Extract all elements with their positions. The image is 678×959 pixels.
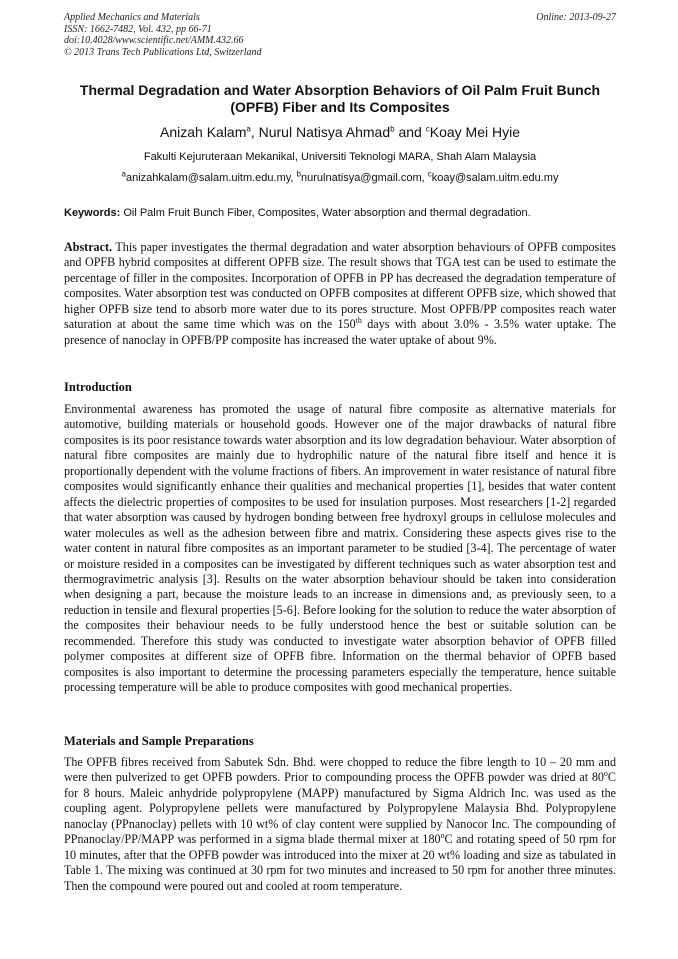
email-address[interactable]: nurulnatisya@gmail.com bbox=[301, 172, 422, 184]
email-list bbox=[64, 171, 616, 185]
author-separator: and bbox=[394, 124, 426, 140]
online-date: Online: 2013-09-27 bbox=[536, 12, 616, 23]
materials-heading: Materials and Sample Preparations bbox=[64, 734, 254, 748]
author-mark: c bbox=[425, 124, 430, 134]
journal-header bbox=[64, 12, 616, 58]
introduction-paragraph: Environmental awareness has promoted the usage of natural fibre composite as alternative materials for automotive, building materials or household goods. However one of the major drawbacks of natural fibre composites is its poor resistance towards water absorption and its low degradation behaviour. Water absorption of natural fibre composites are mainly due to hydrophilic nature of the natural fibre itself and hence it is proportionally dependent with the volume fractions of fibers. An improvement in water resistance of natural fibre composites would significantly enhance their qualities and mechanical properties [1], besides that water content affects the dielectric properties of composites to be used for insulation purposes. Most researchers [1-2] regarded that water absorption was caused by hydrogen bonding between free hydroxyl groups in cellulose molecules and water molecules as well as the adhesion between fibre and matrix. Considering these aspects gives rise to the water content in natural fibre composites as an important parameter to be studied [3-4]. The percentage of water or moisture resided in a composites can be investigated by different techniques such as water absorption test and thermogravimetric analysis [3]. Results on the water absorption behaviour should be taken into consideration when designing a part, because the moisture leads to an increase in dimensions and, as previously seen, to a reduction in tensile and flexural properties [5-6]. Before looking for the solution to reduce the water absorption of the composites their behaviour needs to be fully understood hence the best or suitable solution can be recommended. Therefore this study was conducted to investigate water absorption behavior of OPFB filled polymer composites at different size of OPFB fibre. Information on the thermal behavior of OPFB based composites is also important to determine the processing parameters especially the temperature, hence suitable processing temperature will be able to produce composites with good mechanical properties. bbox=[64, 402, 616, 695]
email-address[interactable]: anizahkalam@salam.uitm.edu.my bbox=[126, 172, 291, 184]
author-name: Koay Mei Hyie bbox=[429, 124, 520, 140]
author-name: Anizah Kalam bbox=[160, 124, 247, 140]
abstract-paragraph bbox=[64, 240, 616, 348]
keywords-label: Keywords: bbox=[64, 207, 121, 219]
degree-superscript: o bbox=[440, 831, 445, 841]
abstract-text: This paper investigates the thermal degradation and water absorption behaviours of OPFB composites and OPFB hybrid composites at different OPFB size. The result shows that TGA test can be used to estimate the percentage of filler in the composites. Incorporation of OPFB in PP has decreased the degradation temperature of composites. Water absorption test was conducted on OPFB composites at different OPFB size, which showed that higher OPFB size tend to absorb more water due to its pores structure. Most OPFB/PP composites reach water saturation at about the same time which was on the 150 bbox=[64, 240, 616, 332]
email-separator: , bbox=[290, 172, 297, 184]
materials-text-1: The OPFB fibres received from Sabutek Sdn. Bhd. were chopped to reduce the fibre length to 10 – 20 mm and were then pulverized to get OPFB powders. Prior to compounding process the OPFB powder was dried at 80 bbox=[64, 755, 616, 785]
affiliation: Fakulti Kejuruteraan Mekanikal, Universiti Teknologi MARA, Shah Alam Malaysia bbox=[143, 151, 537, 163]
abstract-label: Abstract. bbox=[64, 240, 113, 254]
author-name: Nurul Natisya Ahmad bbox=[258, 124, 391, 140]
author-list bbox=[64, 124, 616, 141]
keywords-text: Oil Palm Fruit Bunch Fiber, Composites, Water absorption and thermal degradation. bbox=[123, 207, 531, 219]
keywords bbox=[64, 206, 616, 220]
abstract-superscript: th bbox=[355, 316, 362, 326]
email-address[interactable]: koay@salam.uitm.edu.my bbox=[431, 172, 559, 184]
author-mark: b bbox=[390, 124, 395, 134]
email-separator: , bbox=[421, 172, 428, 184]
issn-line: ISSN: 1662-7482, Vol. 432, pp 66-71 bbox=[64, 23, 212, 35]
email-mark: c bbox=[427, 169, 432, 179]
materials-text-2: C for 8 hours. Maleic anhydride polypropylene (MAPP) manufactured by Sigma Aldrich Inc. was used as the coupling agent. Polypropylene pellets were manufactured by Polypropylene Malaysia Bhd. Polypropylene nanoclay (PPnanoclay) pellets with 10 wt% of clay content were supplied by Nanocor Inc. The compounding of PPnanoclay/PP/MAPP was performed in a sigma blade thermal mixer at 180 bbox=[64, 770, 616, 847]
journal-name: Applied Mechanics and Materials bbox=[64, 12, 200, 23]
copyright-line: © 2013 Trans Tech Publications Ltd, Switzerland bbox=[64, 46, 262, 58]
email-mark: a bbox=[121, 169, 126, 179]
email-mark: b bbox=[296, 169, 301, 179]
paper-title: Thermal Degradation and Water Absorption Behaviors of Oil Palm Fruit Bunch (OPFB) Fiber and Its Composites bbox=[79, 82, 601, 115]
degree-superscript: o bbox=[603, 769, 608, 779]
materials-paragraph bbox=[64, 755, 616, 894]
introduction-heading: Introduction bbox=[64, 380, 132, 394]
author-separator: , bbox=[250, 124, 259, 140]
author-mark: a bbox=[246, 124, 251, 134]
materials-text-3: C and rotating speed of 50 rpm for 10 minutes, after that the OPFB powder was introduced into the mixer at 20 wt% loading and size as tabulated in Table 1. The mixing was continued at 30 rpm for two minutes and increased to 50 rpm for another three minutes. Then the compound were poured out and cooled at room temperature. bbox=[64, 832, 616, 893]
abstract-text-end: days with about 3.0% - 3.5% water uptake. The presence of nanoclay in OPFB/PP composite has increased the water uptake of about 9%. bbox=[64, 317, 616, 347]
doi-line[interactable]: doi:10.4028/www.scientific.net/AMM.432.66 bbox=[64, 35, 244, 46]
